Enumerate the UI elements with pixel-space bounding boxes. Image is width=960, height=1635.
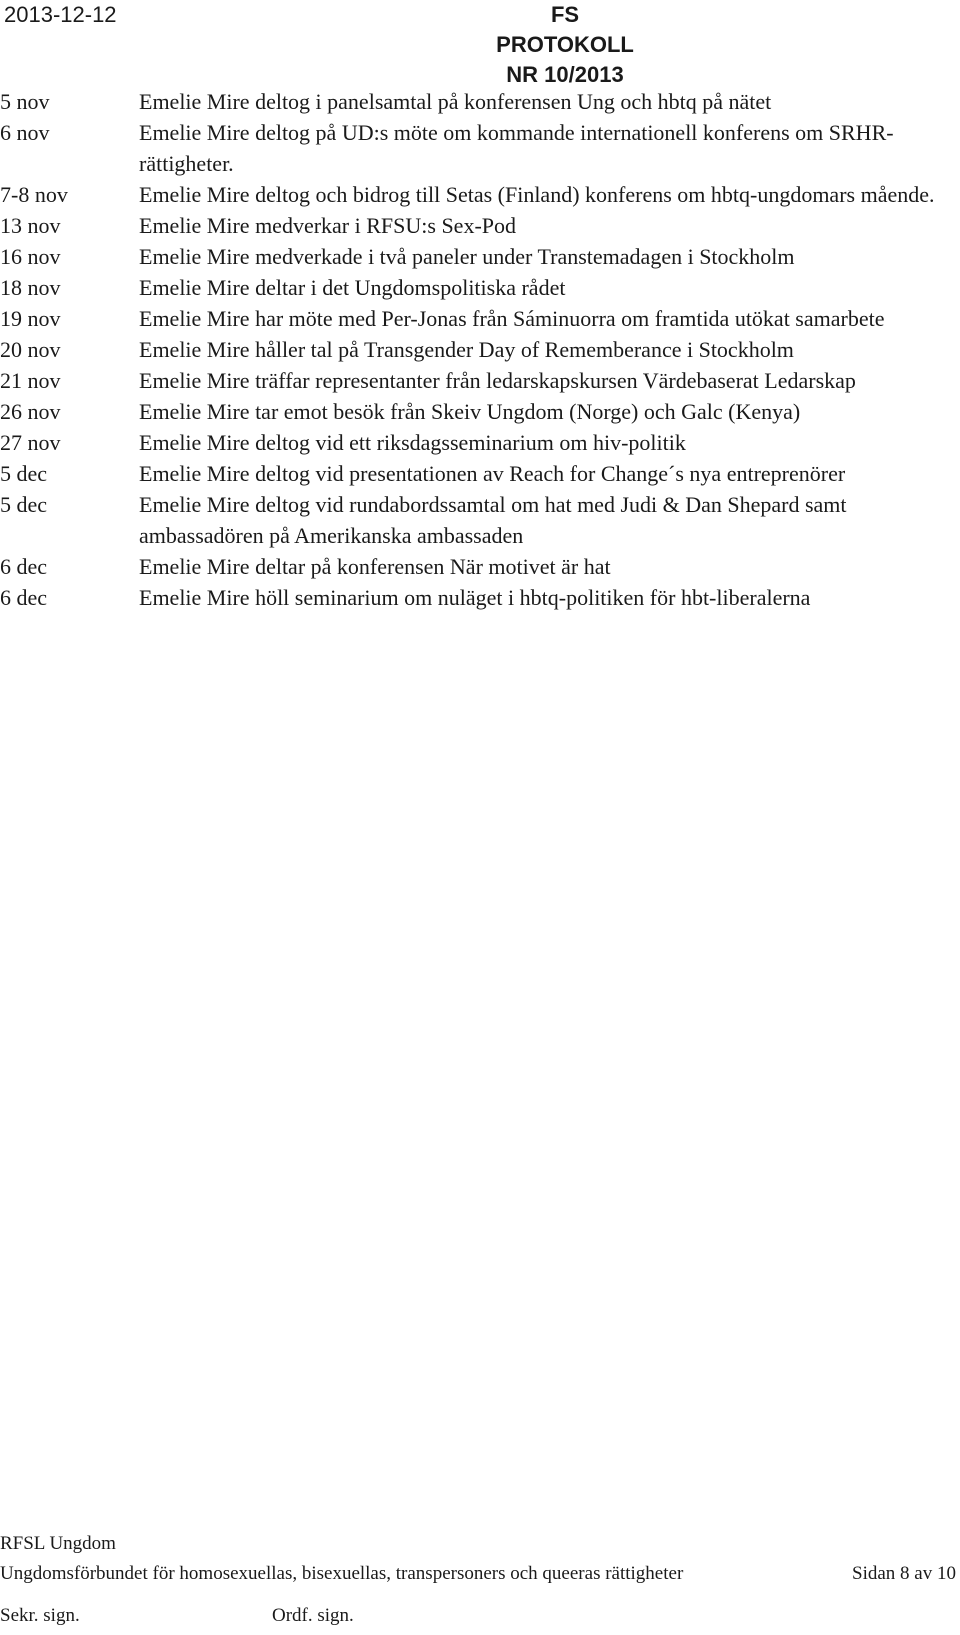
entry-text: Emelie Mire deltog på UD:s möte om kommande internationell konferens om SRHR-rättigheter. <box>139 120 894 176</box>
header-title-line1: FS PROTOKOLL <box>496 2 634 57</box>
list-item <box>0 582 960 613</box>
list-item <box>0 365 960 396</box>
entry-text: Emelie Mire medverkar i RFSU:s Sex-Pod <box>139 213 517 238</box>
entry-text: Emelie Mire tar emot besök från Skeiv Ungdom (Norge) och Galc (Kenya) <box>139 399 801 424</box>
entry-date: 6 dec <box>0 554 48 579</box>
entry-date: 5 nov <box>0 89 50 114</box>
list-item <box>0 86 960 117</box>
entry-text: Emelie Mire medverkade i två paneler under Transtemadagen i Stockholm <box>139 244 795 269</box>
entry-date: 6 dec <box>0 585 48 610</box>
list-item <box>0 489 960 551</box>
chair-signature-label: Ordf. sign. <box>272 1605 354 1626</box>
entry-text: Emelie Mire deltog i panelsamtal på konferensen Ung och hbtq på nätet <box>139 89 772 114</box>
list-item <box>0 458 960 489</box>
footer-org-name: RFSL Ungdom <box>0 1533 116 1554</box>
list-item <box>0 210 960 241</box>
header-title-line2: NR 10/2013 <box>506 62 624 87</box>
entry-text: Emelie Mire har möte med Per-Jonas från Sáminuorra om framtida utökat samarbete <box>139 306 885 331</box>
entry-text: Emelie Mire deltog vid presentationen av Reach for Change´s nya entreprenörer <box>139 461 846 486</box>
footer-org-full-name: Ungdomsförbundet för homosexuellas, bisexuellas, transpersoners och queeras rättigheter <box>0 1563 684 1584</box>
entry-date: 5 dec <box>0 492 48 517</box>
list-item <box>0 396 960 427</box>
header-title <box>480 0 650 90</box>
list-item <box>0 179 960 210</box>
entry-text: Emelie Mire deltog vid rundabordssamtal om hat med Judi & Dan Shepard samt ambassadören på Amerikanska ambassaden <box>139 492 847 548</box>
header-date: 2013-12-12 <box>4 2 117 27</box>
entry-date: 27 nov <box>0 430 61 455</box>
entry-date: 16 nov <box>0 244 61 269</box>
entry-date: 19 nov <box>0 306 61 331</box>
entry-text: Emelie Mire deltar i det Ungdomspolitiska rådet <box>139 275 566 300</box>
entry-date: 20 nov <box>0 337 61 362</box>
page-header <box>0 0 960 87</box>
page-number: Sidan 8 av 10 <box>852 1563 956 1584</box>
entry-date: 7-8 nov <box>0 182 68 207</box>
entry-date: 5 dec <box>0 461 48 486</box>
list-item <box>0 241 960 272</box>
entry-date: 13 nov <box>0 213 61 238</box>
entry-text: Emelie Mire träffar representanter från ledarskapskursen Värdebaserat Ledarskap <box>139 368 856 393</box>
list-item <box>0 303 960 334</box>
entry-text: Emelie Mire deltog vid ett riksdagsseminarium om hiv-politik <box>139 430 686 455</box>
list-item <box>0 551 960 582</box>
entry-date: 6 nov <box>0 120 50 145</box>
entry-text: Emelie Mire deltar på konferensen När motivet är hat <box>139 554 611 579</box>
entry-text: Emelie Mire deltog och bidrog till Setas (Finland) konferens om hbtq-ungdomars mående. <box>139 182 935 207</box>
entry-date: 18 nov <box>0 275 61 300</box>
secretary-signature-label: Sekr. sign. <box>0 1605 80 1626</box>
activity-list <box>0 86 960 613</box>
list-item <box>0 117 960 179</box>
entry-text: Emelie Mire höll seminarium om nuläget i hbtq-politiken för hbt-liberalerna <box>139 585 811 610</box>
list-item <box>0 272 960 303</box>
entry-date: 26 nov <box>0 399 61 424</box>
list-item <box>0 334 960 365</box>
entry-date: 21 nov <box>0 368 61 393</box>
list-item <box>0 427 960 458</box>
entry-text: Emelie Mire håller tal på Transgender Day of Rememberance i Stockholm <box>139 337 794 362</box>
